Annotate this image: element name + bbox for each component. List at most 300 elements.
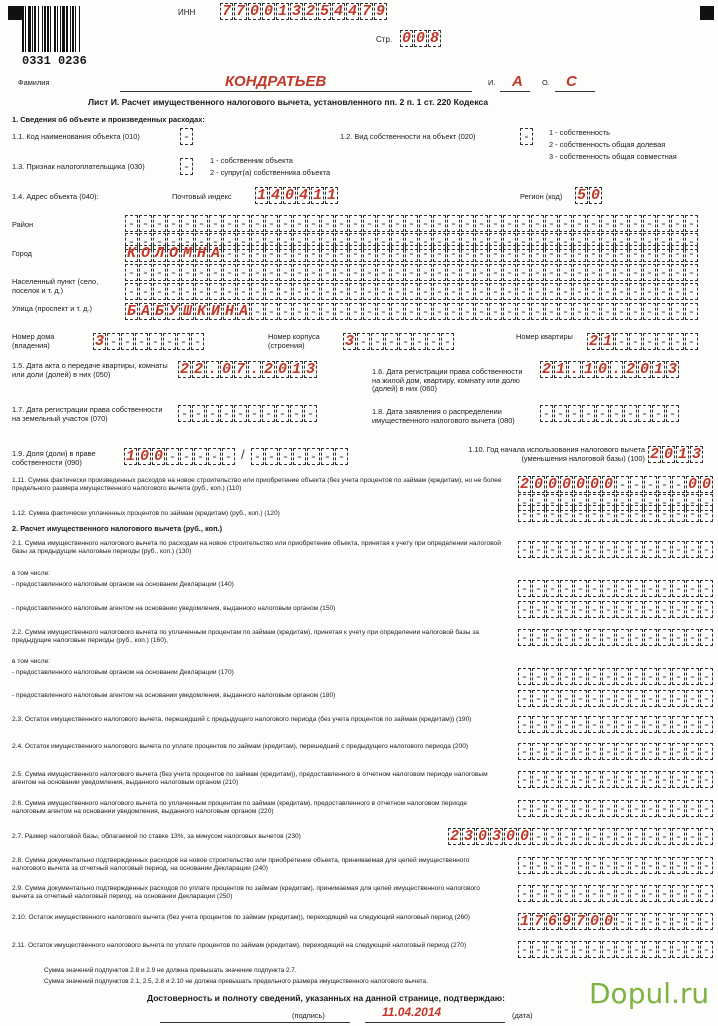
- cell-empty: [321, 245, 334, 262]
- cell-empty: [349, 283, 362, 300]
- cell-empty: [685, 283, 698, 300]
- cell-empty: [658, 580, 671, 597]
- cell-empty: [630, 941, 643, 958]
- cell-filled: 0: [477, 828, 487, 845]
- field-2-10-label: 2.10. Остаток имущественного налогового вычета (без учета процентов по займам (кредитам)), переходящий на следующий налоговый период (260): [12, 914, 470, 921]
- cell-empty: [588, 541, 601, 558]
- cell-empty: [181, 283, 194, 300]
- cell-empty: [167, 215, 180, 232]
- cell-empty: [461, 264, 474, 281]
- cell-empty: [657, 333, 670, 350]
- cell-empty: [391, 283, 404, 300]
- cell-empty: [209, 283, 222, 300]
- field-160-kop-cells: [686, 629, 713, 646]
- cell-empty: [652, 405, 665, 422]
- cell-filled: 1: [519, 913, 529, 930]
- cell-empty: [391, 215, 404, 232]
- postal-code-label: Почтовый индекс: [172, 192, 232, 201]
- cell-empty: [546, 580, 559, 597]
- cell-empty: [279, 283, 292, 300]
- cell-filled: 0: [505, 828, 515, 845]
- cell-empty: [630, 885, 643, 902]
- cell-empty: [503, 283, 516, 300]
- cell-empty: [700, 885, 713, 902]
- cell-filled: 0: [519, 828, 529, 845]
- cell-empty: [532, 885, 545, 902]
- cell-empty: [427, 333, 440, 350]
- cell-filled: М: [182, 245, 192, 262]
- cell-filled: Б: [154, 303, 164, 320]
- cell-filled: 0: [575, 476, 585, 493]
- cell-filled: 0: [139, 448, 149, 465]
- cell-empty: [248, 405, 261, 422]
- house-number-label: Номер дома (владения): [12, 332, 55, 350]
- cell-empty: [573, 215, 586, 232]
- cell-empty: [672, 885, 685, 902]
- cell-empty: [588, 668, 601, 685]
- cell-empty: [686, 857, 699, 874]
- section1-heading: 1. Сведения об объекте и произведенных расходах:: [12, 115, 205, 124]
- cell-empty: [475, 303, 488, 320]
- field-2-3-label: 2.3. Остаток имущественного налогового вычета, перешедший с предыдущего налогового периода (без учета процентов по займам (кредитам)) (190): [12, 716, 472, 723]
- cell-filled: 7: [575, 913, 585, 930]
- cell-empty: [546, 828, 559, 845]
- initial-o-underline: [555, 91, 595, 92]
- field-1-2-option-1: 1 - собственность: [549, 128, 610, 137]
- field-1-6-label: 1.6. Дата регистрации права собственности на жилой дом, квартиру, комнату или долю (долей) в них (060): [372, 367, 523, 394]
- cell-empty: [616, 668, 629, 685]
- cell-empty: [658, 828, 671, 845]
- cell-empty: [532, 800, 545, 817]
- cell-empty: [153, 264, 166, 281]
- cell-empty: [686, 828, 699, 845]
- cell-empty: [391, 303, 404, 320]
- cell-filled: Б: [126, 303, 136, 320]
- cell-empty: [686, 716, 699, 733]
- cell-filled: 4: [298, 187, 308, 204]
- cell-empty: [475, 245, 488, 262]
- cell-empty: [546, 716, 559, 733]
- cell-empty: [644, 541, 657, 558]
- cell-empty: [615, 303, 628, 320]
- cell-empty: [672, 476, 685, 493]
- cell-empty: [279, 303, 292, 320]
- cell-empty: [489, 245, 502, 262]
- cell-empty: [644, 601, 657, 618]
- initial-o-value: С: [566, 73, 577, 90]
- cell-empty: [700, 800, 713, 817]
- cell-filled: 2: [541, 361, 551, 378]
- cell-empty: [532, 828, 545, 845]
- cell-empty: [461, 303, 474, 320]
- field-190-kop-cells: [686, 716, 713, 733]
- note-2: Сумма значений подпунктов 2.1, 2.5, 2.8 и 2.10 не должна превышать предельного размера имущественного налогового вычета.: [44, 978, 428, 985]
- cell-empty: [461, 245, 474, 262]
- cell-filled: 3: [344, 333, 354, 350]
- cell-empty: [518, 580, 531, 597]
- cell-empty: [616, 601, 629, 618]
- field-1-6-date-cells: [540, 361, 679, 378]
- cell-empty: [672, 601, 685, 618]
- cell-empty: [335, 245, 348, 262]
- cell-empty: [546, 541, 559, 558]
- cell-empty: [671, 303, 684, 320]
- cell-filled: К: [126, 245, 136, 262]
- cell-empty: [546, 505, 559, 522]
- cell-empty: [545, 264, 558, 281]
- cell-empty: [405, 245, 418, 262]
- cell-empty: [686, 913, 699, 930]
- cell-empty: [399, 333, 412, 350]
- cell-filled: 0: [415, 30, 425, 47]
- cell-empty: [237, 215, 250, 232]
- field-1-9-label: 1.9. Доля (доли) в праве собственности (090): [12, 449, 96, 467]
- cell-empty: [700, 771, 713, 788]
- cell-empty: [531, 245, 544, 262]
- cell-empty: [518, 941, 531, 958]
- field-1-10-label: 1.10. Год начала использования налогового вычета (уменьшения налоговой базы) (100): [468, 445, 645, 463]
- apartment-number-cells: [587, 333, 698, 350]
- cell-empty: [546, 690, 559, 707]
- cell-empty: [644, 913, 657, 930]
- sheet-title: Лист И. Расчет имущественного налогового вычета, установленного пп. 2 п. 1 ст. 220 Кодекса: [88, 97, 489, 107]
- cell-empty: [447, 303, 460, 320]
- cell-empty: [602, 541, 615, 558]
- cell-empty: [630, 828, 643, 845]
- signature-line: [160, 1022, 350, 1023]
- field-180-label: - предоставленного налоговым агентом на основании уведомления, выданного налоговым органом (180): [12, 692, 336, 699]
- cell-empty: [560, 629, 573, 646]
- cell-empty: [251, 264, 264, 281]
- cell-empty: [672, 941, 685, 958]
- cell-empty: [276, 405, 289, 422]
- cell-empty: [560, 580, 573, 597]
- cell-empty: [532, 771, 545, 788]
- cell-empty: [293, 448, 306, 465]
- cell-empty: [321, 448, 334, 465]
- cell-empty: [518, 601, 531, 618]
- cell-filled: 7: [361, 3, 371, 20]
- cell-filled: 4: [347, 3, 357, 20]
- cell-empty: [686, 690, 699, 707]
- cell-empty: [419, 215, 432, 232]
- cell-empty: [574, 505, 587, 522]
- field-2-7-label: 2.7. Размер налоговой базы, облагаемой по ставке 13%, за минусом налоговых вычетов (230): [12, 833, 301, 840]
- cell-empty: [574, 743, 587, 760]
- cell-empty: [532, 580, 545, 597]
- cell-empty: [630, 857, 643, 874]
- cell-empty: [377, 283, 390, 300]
- cell-filled: 0: [533, 476, 543, 493]
- field-130-kop-cells: [686, 541, 713, 558]
- field-2-2-label: 2.2. Сумма имущественного налогового вычета по уплаченным процентам по займам (кредитам), принятая к учету при определении налоговой базы за предыдущие налоговые периоды (руб., коп.) (160),: [12, 629, 479, 644]
- cell-empty: [602, 505, 615, 522]
- cell-empty: [503, 264, 516, 281]
- cell-empty: [518, 690, 531, 707]
- cell-empty: [686, 541, 699, 558]
- cell-empty: [489, 283, 502, 300]
- cell-empty: [554, 405, 567, 422]
- cell-empty: [602, 629, 615, 646]
- cell-empty: [251, 215, 264, 232]
- cell-empty: [357, 333, 370, 350]
- cell-empty: [686, 601, 699, 618]
- cell-empty: [545, 303, 558, 320]
- cell-empty: [251, 448, 264, 465]
- cell-empty: [307, 264, 320, 281]
- field-250-rub-cells: [518, 885, 685, 902]
- field-140-rub-cells: [518, 580, 685, 597]
- cell-empty: [616, 716, 629, 733]
- cell-empty: [616, 857, 629, 874]
- cell-empty: [657, 303, 670, 320]
- cell-empty: [265, 283, 278, 300]
- cell-empty: [560, 857, 573, 874]
- cell-filled: 0: [401, 30, 411, 47]
- cell-empty: [293, 215, 306, 232]
- surname-underline: [120, 91, 472, 92]
- cell-empty: [685, 333, 698, 350]
- cell-empty: [700, 601, 713, 618]
- cell-filled: 7: [235, 361, 245, 378]
- cell-empty: [686, 771, 699, 788]
- field-1-8-date-cells: [540, 405, 679, 422]
- cell-empty: [610, 405, 623, 422]
- cell-empty: [293, 245, 306, 262]
- cell-filled: О: [168, 245, 178, 262]
- cell-empty: [180, 448, 193, 465]
- cell-empty: [615, 264, 628, 281]
- date-value: 11.04.2014: [382, 1005, 442, 1019]
- field-150-kop-cells: [686, 601, 713, 618]
- cell-empty: [629, 333, 642, 350]
- cell-empty: [532, 541, 545, 558]
- cell-empty: [644, 771, 657, 788]
- cell-empty: [658, 771, 671, 788]
- cell-filled: 4: [270, 187, 280, 204]
- settlement-label: Населенный пункт (село, поселок и т. д.): [12, 277, 99, 295]
- city-label: Город: [12, 249, 32, 258]
- field-140-kop-cells: [686, 580, 713, 597]
- cell-empty: [546, 629, 559, 646]
- cell-empty: [546, 941, 559, 958]
- cell-empty: [560, 541, 573, 558]
- cell-filled: 6: [547, 913, 557, 930]
- cell-filled: 1: [125, 448, 135, 465]
- cell-filled: 3: [94, 333, 104, 350]
- cell-empty: [616, 476, 629, 493]
- cell-empty: [616, 505, 629, 522]
- cell-filled: 0: [589, 913, 599, 930]
- cell-empty: [518, 743, 531, 760]
- cell-empty: [630, 580, 643, 597]
- cell-empty: [602, 828, 615, 845]
- cell-empty: [602, 716, 615, 733]
- cell-empty: [503, 215, 516, 232]
- cell-empty: [700, 941, 713, 958]
- cell-empty: [178, 405, 191, 422]
- cell-empty: [223, 245, 236, 262]
- cell-filled: 3: [691, 446, 701, 463]
- cell-empty: [279, 448, 292, 465]
- cell-empty: [615, 215, 628, 232]
- cell-empty: [644, 668, 657, 685]
- cell-empty: [658, 885, 671, 902]
- cell-filled: 8: [429, 30, 439, 47]
- cell-empty: [560, 668, 573, 685]
- cell-empty: [700, 690, 713, 707]
- cell-empty: [588, 828, 601, 845]
- cell-empty: [601, 245, 614, 262]
- cell-empty: [644, 857, 657, 874]
- cell-empty: [180, 128, 193, 145]
- cell-empty: [568, 405, 581, 422]
- cell-empty: [602, 743, 615, 760]
- cell-empty: [574, 941, 587, 958]
- cell-empty: [559, 283, 572, 300]
- cell-empty: [195, 264, 208, 281]
- cell-empty: [588, 716, 601, 733]
- cell-empty: [181, 264, 194, 281]
- cell-empty: [167, 264, 180, 281]
- cell-empty: [644, 743, 657, 760]
- cell-empty: [441, 333, 454, 350]
- cell-empty: [532, 668, 545, 685]
- cell-empty: [672, 743, 685, 760]
- field-1-3-option-2: 2 - супруг(а) собственника объекта: [210, 168, 331, 177]
- cell-empty: [546, 743, 559, 760]
- field-2-4-label: 2.4. Остаток имущественного налогового вычета по уплате процентов по займам (кредитам), перешедший с предыдущего налогового периода (200): [12, 743, 469, 750]
- cell-empty: [385, 333, 398, 350]
- cell-filled: Ш: [182, 303, 192, 320]
- cell-empty: [582, 405, 595, 422]
- cell-empty: [517, 215, 530, 232]
- district-label: Район: [12, 220, 34, 229]
- cell-empty: [335, 264, 348, 281]
- cell-filled: 2: [519, 476, 529, 493]
- cell-empty: [601, 264, 614, 281]
- cell-empty: [573, 283, 586, 300]
- cell-empty: [363, 283, 376, 300]
- cell-empty: [391, 245, 404, 262]
- cell-empty: [349, 245, 362, 262]
- field-1-2-option-2: 2 - собственность общая долевая: [549, 140, 666, 149]
- house-number-cells: [93, 333, 204, 350]
- cell-empty: [601, 283, 614, 300]
- barcode: [22, 6, 82, 52]
- cell-empty: [532, 743, 545, 760]
- cell-empty: [391, 264, 404, 281]
- cell-empty: [532, 857, 545, 874]
- building-number-cells: [343, 333, 454, 350]
- cell-empty: [191, 333, 204, 350]
- cell-empty: [616, 541, 629, 558]
- field-130-rub-cells: [518, 541, 685, 558]
- cell-empty: [700, 668, 713, 685]
- cell-empty: [616, 800, 629, 817]
- cell-empty: [209, 264, 222, 281]
- cell-empty: [149, 333, 162, 350]
- cell-empty: [624, 405, 637, 422]
- cell-filled: 0: [284, 187, 294, 204]
- cell-empty: [630, 913, 643, 930]
- cell-filled: 1: [326, 187, 336, 204]
- cell-empty: [588, 629, 601, 646]
- cell-empty: [630, 668, 643, 685]
- field-1-2-option-3: 3 - собственность общая совместная: [549, 152, 677, 161]
- cell-empty: [615, 245, 628, 262]
- cell-empty: [433, 264, 446, 281]
- inn-cells: [220, 3, 387, 20]
- cell-filled: 2: [193, 361, 203, 378]
- field-220-kop-cells: [686, 800, 713, 817]
- field-1-11-label: 1.11. Сумма фактически произведенных расходов на новое строительство или приобретение объекта (без учета процентов по займам (кредитам), но не более предельного размера имущественного налогового вычета (руб., коп.) (110): [12, 477, 502, 492]
- cell-empty: [546, 771, 559, 788]
- cell-empty: [560, 771, 573, 788]
- cell-filled: 2: [625, 361, 635, 378]
- cell-empty: [517, 283, 530, 300]
- cell-empty: [685, 245, 698, 262]
- cell-empty: [560, 828, 573, 845]
- cell-empty: [672, 580, 685, 597]
- field-210-kop-cells: [686, 771, 713, 788]
- field-200-kop-cells: [686, 743, 713, 760]
- cell-empty: [574, 716, 587, 733]
- cell-empty: [700, 505, 713, 522]
- cell-empty: [163, 333, 176, 350]
- field-160-rub-cells: [518, 629, 685, 646]
- cell-filled: 1: [602, 333, 612, 350]
- cell-empty: [587, 303, 600, 320]
- cell-empty: [658, 476, 671, 493]
- cell-empty: [125, 264, 138, 281]
- cell-filled: 0: [561, 476, 571, 493]
- cell-empty: [335, 215, 348, 232]
- cell-filled: 0: [589, 476, 599, 493]
- date-label: (дата): [512, 1011, 533, 1020]
- field-1-5-label: 1.5. Дата акта о передаче квартиры, комнаты или доли (долей) в них (050): [12, 361, 168, 379]
- cell-empty: [686, 941, 699, 958]
- building-number-label: Номер корпуса (строения): [268, 332, 320, 350]
- field-260-rub-cells: [518, 913, 685, 930]
- cell-filled: 0: [597, 361, 607, 378]
- cell-empty: [192, 405, 205, 422]
- cell-empty: [616, 580, 629, 597]
- cell-filled: 0: [687, 476, 697, 493]
- cell-empty: [700, 541, 713, 558]
- cell-empty: [602, 690, 615, 707]
- cell-empty: [700, 716, 713, 733]
- cell-empty: [560, 941, 573, 958]
- initial-i-value: А: [512, 73, 523, 90]
- cell-empty: [546, 800, 559, 817]
- cell-filled: А: [238, 303, 248, 320]
- cell-empty: [574, 601, 587, 618]
- cell-empty: [658, 800, 671, 817]
- cell-empty: [405, 283, 418, 300]
- cell-empty: [643, 264, 656, 281]
- cell-empty: [629, 283, 642, 300]
- cell-empty: [616, 771, 629, 788]
- cell-filled: 5: [319, 3, 329, 20]
- field-2-8-label: 2.8. Сумма документально подтвержденных расходов на новое строительство или приобретение объекта, принимаемая для целей имущественного налогового вычета за отчетный налоговый период, на основании Декларации (240): [12, 857, 470, 872]
- cell-empty: [307, 245, 320, 262]
- cell-empty: [602, 885, 615, 902]
- cell-filled: Н: [196, 245, 206, 262]
- cell-empty: [222, 448, 235, 465]
- field-1-9-share-numerator: [124, 448, 235, 465]
- cell-empty: [531, 283, 544, 300]
